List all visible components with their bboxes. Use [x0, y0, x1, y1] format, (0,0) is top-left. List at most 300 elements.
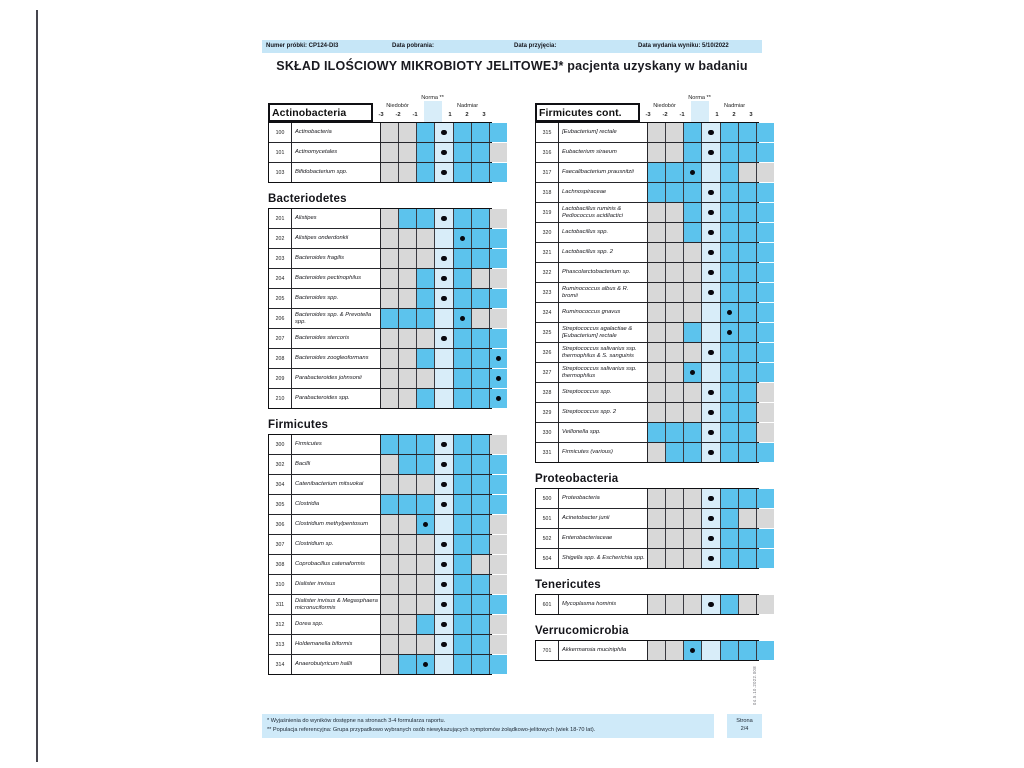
scale-cell [666, 283, 684, 302]
result-dot [708, 410, 714, 416]
scale-cell [721, 263, 739, 282]
excess-label: Nadmiar [456, 103, 479, 109]
scale-cell [684, 529, 702, 548]
scale-tick: -1 [679, 112, 685, 118]
norma-cell [435, 369, 454, 388]
scale-cell [684, 509, 702, 528]
scale-cell [684, 263, 702, 282]
result-dot [708, 536, 714, 542]
scale-cell [472, 289, 490, 308]
taxon-id: 504 [536, 549, 559, 568]
norma-cell [702, 443, 721, 462]
scale-cell [648, 343, 666, 362]
scale-cell [381, 249, 399, 268]
page-number-label: Strona [736, 718, 753, 725]
taxon-row [536, 548, 758, 568]
result-dot [423, 522, 429, 528]
scale-cell [399, 143, 417, 162]
scale-cell [648, 303, 666, 322]
scale-cell [399, 369, 417, 388]
scale-cell [472, 329, 490, 348]
norma-cell [435, 615, 454, 634]
scale-cell [757, 323, 774, 342]
scale-cell [454, 329, 472, 348]
scale-cell [666, 263, 684, 282]
scale-cell [417, 143, 435, 162]
scale-cell [417, 163, 435, 182]
result-dot [690, 370, 696, 376]
scale-cell [381, 615, 399, 634]
taxon-row [269, 123, 491, 142]
scale-cell [399, 329, 417, 348]
scale-cell [490, 389, 507, 408]
scale-cell [666, 509, 684, 528]
section-title: Tenericutes [535, 579, 601, 591]
taxon-row [536, 322, 758, 342]
scale-cell [490, 289, 507, 308]
scale-cell [454, 455, 472, 474]
taxon-id: 331 [536, 443, 559, 462]
scale-cell [684, 163, 702, 182]
scale-cell [381, 435, 399, 454]
scale-cell [381, 289, 399, 308]
scale-cell [739, 123, 757, 142]
scale-tick: 1 [448, 112, 452, 118]
result-dot [708, 430, 714, 436]
scale-cell [684, 243, 702, 262]
scale-cell [472, 123, 490, 142]
scale-cell [454, 535, 472, 554]
deficit-label: Niedobór [386, 103, 409, 109]
scale-cell [454, 309, 472, 328]
taxon-name: Faecalibacterium prausnitzii [559, 163, 648, 182]
taxon-id: 601 [536, 595, 559, 614]
norma-cell [435, 249, 454, 268]
scale-cell [684, 223, 702, 242]
result-dot [708, 190, 714, 196]
taxon-row [269, 308, 491, 328]
scale-cell [381, 635, 399, 654]
taxon-name: Acinetobacter junii [559, 509, 648, 528]
result-dot [441, 276, 447, 282]
norma-cell [702, 143, 721, 162]
scale-cell [472, 229, 490, 248]
taxon-id: 306 [269, 515, 292, 534]
scale-cell [739, 489, 757, 508]
result-dot [708, 450, 714, 456]
scale-tick: 2 [465, 112, 469, 118]
scale-cell [381, 655, 399, 674]
result-dot [460, 236, 466, 242]
scale-cell [684, 183, 702, 202]
scale-tick: 2 [732, 112, 736, 118]
scale-cell [666, 549, 684, 568]
scale-tick: -2 [662, 112, 668, 118]
scale-cell [684, 383, 702, 402]
scale-cell [721, 443, 739, 462]
taxon-name: Dialister invisus & Megasphaera micronuciformis [292, 595, 381, 614]
scale-cell [721, 363, 739, 382]
scale-cell [417, 575, 435, 594]
scale-cell [417, 329, 435, 348]
scale-cell [472, 635, 490, 654]
scale-cell [721, 549, 739, 568]
page-edge-rule [36, 10, 38, 762]
norma-cell [702, 529, 721, 548]
scale-cell [454, 655, 472, 674]
section-tenericutes [535, 579, 759, 615]
scale-cell [454, 289, 472, 308]
taxon-name: Firmicutes [292, 435, 381, 454]
scale-cell [417, 389, 435, 408]
scale-cell [417, 269, 435, 288]
scale-cell [648, 203, 666, 222]
scale-cell [381, 329, 399, 348]
taxon-id: 203 [269, 249, 292, 268]
scale-cell [684, 595, 702, 614]
scale-cell [472, 369, 490, 388]
taxon-name: Akkermansia muciniphila [559, 641, 648, 660]
scale-cell [381, 555, 399, 574]
result-dot [496, 396, 502, 402]
scale-cell [399, 163, 417, 182]
norma-cell [435, 269, 454, 288]
norma-cell [702, 323, 721, 342]
scale-cell [721, 283, 739, 302]
taxon-row [269, 248, 491, 268]
result-dot [441, 542, 447, 548]
taxon-id: 318 [536, 183, 559, 202]
scale-cell [490, 595, 507, 614]
scale-axis [640, 95, 759, 122]
scale-cell [648, 263, 666, 282]
scale-cell [757, 263, 774, 282]
taxon-id: 207 [269, 329, 292, 348]
scale-cell [666, 243, 684, 262]
norma-cell [435, 575, 454, 594]
scale-cell [381, 595, 399, 614]
scale-cell [666, 183, 684, 202]
taxon-name: Proteobacteria [559, 489, 648, 508]
scale-cell [721, 641, 739, 660]
taxon-name: Bacilli [292, 455, 381, 474]
scale-cell [666, 443, 684, 462]
norma-cell [702, 283, 721, 302]
scale-cell [399, 535, 417, 554]
taxon-id: 324 [536, 303, 559, 322]
scale-tick: -1 [412, 112, 418, 118]
scale-cell [739, 529, 757, 548]
results-table [268, 122, 492, 183]
scale-cell [739, 383, 757, 402]
scale-cell [417, 209, 435, 228]
taxon-row [536, 442, 758, 462]
scale-cell [381, 475, 399, 494]
scale-cell [739, 203, 757, 222]
scale-cell [490, 635, 507, 654]
taxon-name: Lactobacillus ruminis & Pediococcus acidilactici [559, 203, 648, 222]
scale-cell [757, 163, 774, 182]
taxon-name: Holdemanella biformis [292, 635, 381, 654]
taxon-name: [Eubacterium] rectale [559, 123, 648, 142]
scale-cell [399, 515, 417, 534]
taxon-name: Ruminococcus gnavus [559, 303, 648, 322]
scale-tick: 1 [715, 112, 719, 118]
result-dot [441, 562, 447, 568]
scale-cell [490, 655, 507, 674]
norma-cell [702, 203, 721, 222]
norma-cell [702, 223, 721, 242]
taxon-id: 314 [269, 655, 292, 674]
taxon-id: 304 [269, 475, 292, 494]
received-date: Data przyjęcia: [514, 43, 557, 49]
taxon-id: 313 [269, 635, 292, 654]
result-dot [441, 296, 447, 302]
taxon-name: Shigella spp. & Escherichia spp. [559, 549, 648, 568]
taxon-id: 330 [536, 423, 559, 442]
scale-cell [472, 655, 490, 674]
scale-cell [757, 183, 774, 202]
scale-cell [454, 369, 472, 388]
scale-cell [490, 369, 507, 388]
scale-cell [399, 575, 417, 594]
taxon-name: Bifidobacterium spp. [292, 163, 381, 182]
taxon-row [269, 594, 491, 614]
scale-cell [417, 595, 435, 614]
scale-cell [417, 455, 435, 474]
taxon-row [536, 489, 758, 508]
taxon-name: Lactobacillus spp. 2 [559, 243, 648, 262]
taxon-name: Coprobacillus catenaformis [292, 555, 381, 574]
taxon-row [536, 242, 758, 262]
scale-cell [666, 641, 684, 660]
scale-cell [381, 309, 399, 328]
taxon-id: 315 [536, 123, 559, 142]
scale-cell [666, 143, 684, 162]
issue-date: Data wydania wyniku: 5/10/2022 [638, 43, 729, 49]
taxon-row [536, 202, 758, 222]
scale-cell [666, 489, 684, 508]
result-dot [441, 170, 447, 176]
result-dot [441, 256, 447, 262]
scale-cell [684, 423, 702, 442]
result-dot [708, 290, 714, 296]
scale-cell [739, 403, 757, 422]
scale-cell [472, 475, 490, 494]
norma-cell [435, 655, 454, 674]
taxon-name: Streptococcus spp. [559, 383, 648, 402]
taxon-id: 701 [536, 641, 559, 660]
scale-cell [739, 163, 757, 182]
scale-cell [454, 515, 472, 534]
scale-cell [490, 575, 507, 594]
scale-cell [721, 403, 739, 422]
taxon-name: Phascolarctobacterium sp. [559, 263, 648, 282]
scale-cell [721, 529, 739, 548]
scale-tick: -3 [645, 112, 651, 118]
result-dot [496, 356, 502, 362]
scale-cell [666, 163, 684, 182]
taxon-name: Mycoplasma hominis [559, 595, 648, 614]
scale-cell [490, 209, 507, 228]
scale-cell [757, 123, 774, 142]
scale-cell [417, 369, 435, 388]
scale-cell [399, 475, 417, 494]
section-firmicutes-cont- [535, 95, 759, 463]
scale-cell [454, 269, 472, 288]
scale-cell [417, 309, 435, 328]
taxon-name: Alistipes onderdonkii [292, 229, 381, 248]
taxon-name: Eubacterium siraeum [559, 143, 648, 162]
result-dot [708, 210, 714, 216]
scale-cell [684, 489, 702, 508]
scale-cell [666, 403, 684, 422]
taxon-id: 205 [269, 289, 292, 308]
results-table [535, 640, 759, 661]
taxon-name: Lactobacillus spp. [559, 223, 648, 242]
footnote-1: * Wyjaśnienia do wyników dostępne na stronach 3-4 formularza raportu. [267, 718, 446, 724]
scale-cell [648, 549, 666, 568]
taxon-row [269, 348, 491, 368]
section-firmicutes [268, 419, 492, 675]
scale-cell [684, 641, 702, 660]
taxon-row [536, 595, 758, 614]
scale-cell [684, 403, 702, 422]
taxon-id: 308 [269, 555, 292, 574]
taxon-row [536, 302, 758, 322]
norma-cell [702, 423, 721, 442]
scale-cell [757, 423, 774, 442]
scale-cell [381, 163, 399, 182]
scale-cell [721, 203, 739, 222]
scale-cell [454, 143, 472, 162]
scale-cell [648, 509, 666, 528]
norma-cell [435, 595, 454, 614]
norma-cell [435, 475, 454, 494]
scale-cell [684, 443, 702, 462]
taxon-row [269, 268, 491, 288]
scale-cell [399, 309, 417, 328]
taxon-row [269, 142, 491, 162]
scale-cell [454, 435, 472, 454]
taxon-row [269, 494, 491, 514]
scale-cell [648, 183, 666, 202]
norma-cell [435, 535, 454, 554]
scale-cell [666, 383, 684, 402]
result-dot [441, 442, 447, 448]
taxon-id: 501 [536, 509, 559, 528]
scale-cell [472, 495, 490, 514]
scale-cell [399, 455, 417, 474]
taxon-id: 300 [269, 435, 292, 454]
scale-cell [684, 343, 702, 362]
scale-cell [381, 143, 399, 162]
taxon-row [269, 474, 491, 494]
scale-cell [399, 555, 417, 574]
taxon-name: Actinobacteria [292, 123, 381, 142]
scale-cell [454, 555, 472, 574]
scale-cell [399, 349, 417, 368]
taxon-name: Streptococcus salivarius ssp. thermophilus & S. sanguinis [559, 343, 648, 362]
scale-cell [399, 495, 417, 514]
scale-cell [757, 595, 774, 614]
scale-cell [490, 269, 507, 288]
scale-cell [472, 575, 490, 594]
scale-cell [666, 363, 684, 382]
results-table [268, 208, 492, 409]
norma-column-strip [424, 101, 442, 122]
scale-cell [739, 443, 757, 462]
scale-cell [757, 203, 774, 222]
scale-cell [417, 515, 435, 534]
scale-tick: 3 [482, 112, 486, 118]
scale-cell [666, 423, 684, 442]
scale-cell [490, 163, 507, 182]
scale-cell [381, 369, 399, 388]
taxon-name: Streptococcus salivarius ssp. thermophilus [559, 363, 648, 382]
scale-cell [721, 343, 739, 362]
taxon-id: 206 [269, 309, 292, 328]
scale-cell [684, 283, 702, 302]
result-dot [441, 502, 447, 508]
taxon-row [269, 328, 491, 348]
taxon-row [269, 209, 491, 228]
page-number-box [727, 714, 762, 738]
scale-cell [648, 143, 666, 162]
scale-cell [399, 435, 417, 454]
sample-number: Numer próbki: CP124-DI3 [266, 43, 339, 49]
scale-cell [721, 303, 739, 322]
norma-cell [435, 455, 454, 474]
scale-cell [757, 403, 774, 422]
scale-cell [648, 423, 666, 442]
taxon-id: 305 [269, 495, 292, 514]
scale-cell [417, 229, 435, 248]
scale-cell [399, 615, 417, 634]
scale-cell [739, 423, 757, 442]
norma-cell [702, 403, 721, 422]
taxon-row [269, 228, 491, 248]
taxon-id: 328 [536, 383, 559, 402]
scale-cell [739, 509, 757, 528]
norma-label: Norma ** [421, 95, 444, 101]
section-proteobacteria [535, 473, 759, 569]
scale-cell [648, 489, 666, 508]
taxon-row [536, 641, 758, 660]
scale-cell [490, 615, 507, 634]
taxon-id: 209 [269, 369, 292, 388]
result-dot [708, 602, 714, 608]
norma-cell [702, 183, 721, 202]
norma-cell [435, 143, 454, 162]
taxon-id: 327 [536, 363, 559, 382]
result-dot [441, 642, 447, 648]
scale-cell [721, 123, 739, 142]
scale-cell [454, 389, 472, 408]
scale-cell [417, 635, 435, 654]
result-dot [441, 582, 447, 588]
scale-cell [472, 143, 490, 162]
result-dot [441, 130, 447, 136]
taxon-id: 201 [269, 209, 292, 228]
result-dot [690, 648, 696, 654]
scale-cell [684, 203, 702, 222]
scale-cell [399, 209, 417, 228]
scale-cell [490, 143, 507, 162]
scale-axis [373, 95, 492, 122]
scale-cell [399, 655, 417, 674]
taxon-id: 101 [269, 143, 292, 162]
